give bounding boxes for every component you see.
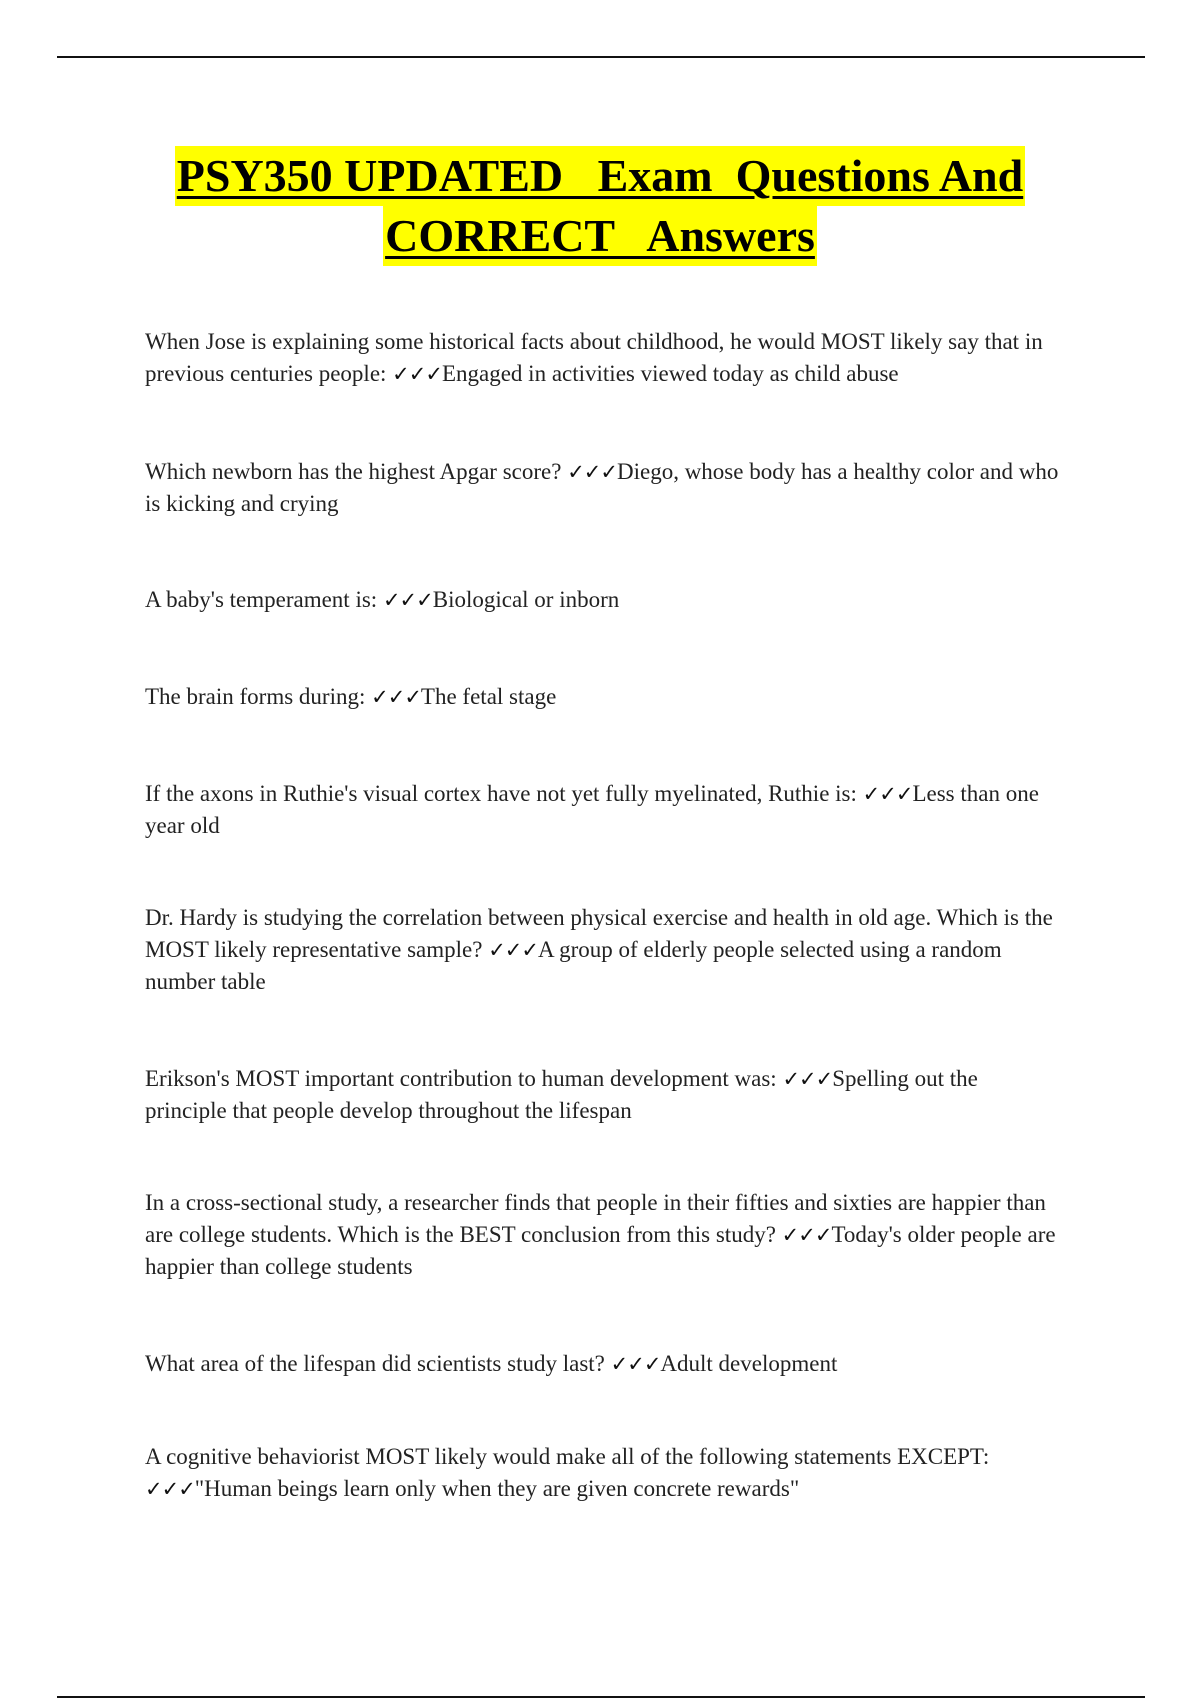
title-line-2: CORRECT Answers <box>383 206 817 266</box>
title-line-1: PSY350 UPDATED Exam Questions And <box>175 146 1025 206</box>
question-text: A cognitive behaviorist MOST likely would make all of the following statements EXCEPT: <box>145 1444 990 1469</box>
document-title <box>120 146 1080 266</box>
answer-text: The fetal stage <box>420 684 557 709</box>
question-text: A baby's temperament is: <box>145 587 378 612</box>
answer-text: Diego, whose body has a healthy color and who is kicking and crying <box>145 459 1059 516</box>
question-text: In a cross-sectional study, a researcher finds that people in their fifties and sixties are happier than are college students. Which is the BEST conclusion from this study? <box>145 1190 1046 1247</box>
bottom-rule <box>57 1696 1145 1698</box>
answer-text: "Human beings learn only when they are given concrete rewards" <box>194 1476 800 1501</box>
qa-item-2 <box>145 456 1065 520</box>
answer-text: Today's older people are happier than college students <box>145 1222 1056 1279</box>
qa-item-3 <box>145 584 1065 616</box>
question-text: When Jose is explaining some historical facts about childhood, he would MOST likely say that in previous centuries people: <box>145 329 1043 386</box>
qa-item-10 <box>145 1441 1065 1505</box>
answer-text: Spelling out the principle that people develop throughout the lifespan <box>145 1066 978 1123</box>
qa-item-8 <box>145 1187 1065 1283</box>
qa-item-5 <box>145 778 1065 842</box>
qa-item-7 <box>145 1063 1065 1127</box>
answer-text: Biological or inborn <box>432 587 620 612</box>
answer-text: Adult development <box>660 1351 838 1376</box>
question-text: What area of the lifespan did scientists study last? <box>145 1351 605 1376</box>
answer-text: A group of elderly people selected using a random number table <box>145 937 1002 994</box>
answer-text: Less than one year old <box>145 781 1039 838</box>
question-text: Dr. Hardy is studying the correlation between physical exercise and health in old age. Which is the MOST likely representative sample? <box>145 905 1053 962</box>
question-text: Erikson's MOST important contribution to human development was: <box>145 1066 777 1091</box>
qa-item-1 <box>145 326 1065 390</box>
check-mark-icon: ✓✓✓ <box>862 782 913 806</box>
qa-item-9 <box>145 1348 1065 1380</box>
check-mark-icon: ✓✓✓ <box>371 685 421 709</box>
check-mark-icon: ✓✓✓ <box>392 362 442 386</box>
check-mark-icon: ✓✓✓ <box>145 1477 195 1501</box>
check-mark-icon: ✓✓✓ <box>382 588 433 612</box>
top-rule <box>57 56 1145 58</box>
qa-item-4 <box>145 681 1065 713</box>
question-text: Which newborn has the highest Apgar score? <box>145 459 562 484</box>
check-mark-icon: ✓✓✓ <box>610 1352 661 1376</box>
check-mark-icon: ✓✓✓ <box>488 938 538 962</box>
answer-text: Engaged in activities viewed today as child abuse <box>441 361 899 386</box>
check-mark-icon: ✓✓✓ <box>781 1223 832 1247</box>
check-mark-icon: ✓✓✓ <box>782 1067 833 1091</box>
question-text: If the axons in Ruthie's visual cortex have not yet fully myelinated, Ruthie is: <box>145 781 857 806</box>
check-mark-icon: ✓✓✓ <box>567 460 617 484</box>
question-text: The brain forms during: <box>145 684 366 709</box>
qa-item-6 <box>145 902 1065 998</box>
